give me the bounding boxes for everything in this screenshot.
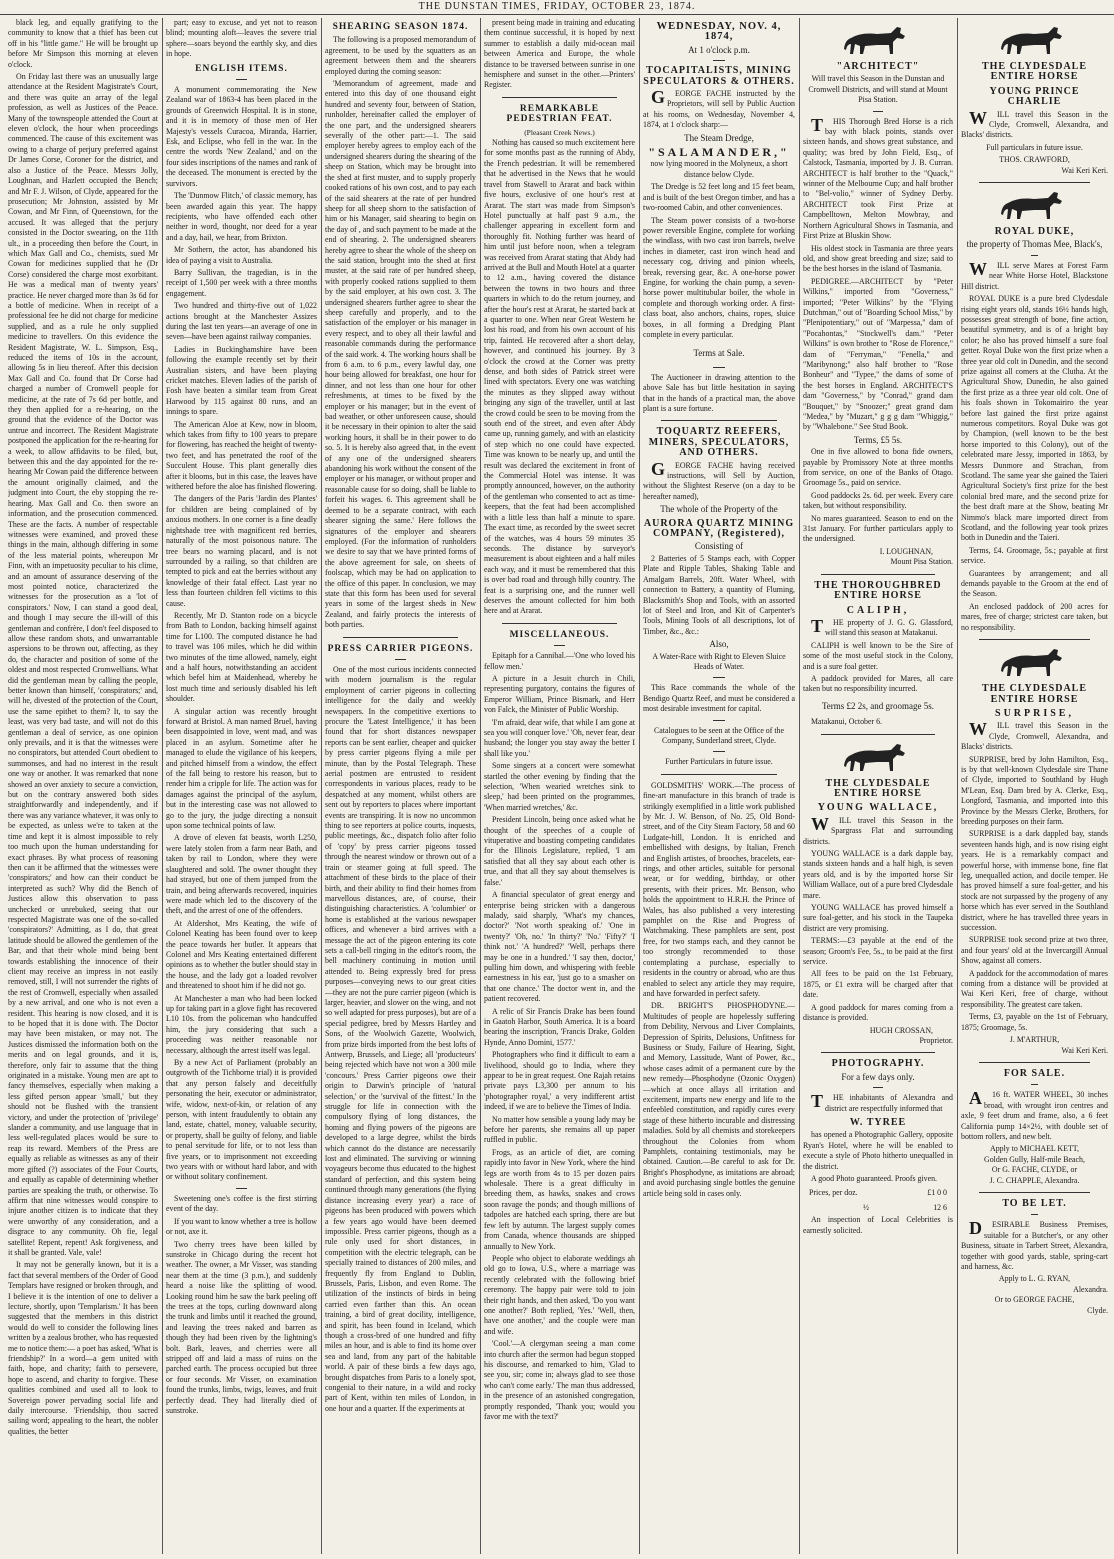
paragraph: ROYAL DUKE is a pure bred Clydesdale rising eight years old, stands 16½ hands high, possesses great strength of bone, fine action, beautiful symmetry, and is of a bright bay color; he also has proved himself a sure foal getter. Royal Duke won the first prize when a three year old colt in Dunedin, and the second prize against all comers at the Clutha. At the Agricultural Show, Dunedin, he also gained the first prize as a three year old colt. One of his foals shown in Tokomairiro the year before last gained the first prize against numerous competitors. Royal Duke was got by Champion, (well known to be the best horse imported to this Colony), out of the celebrated mare Jessy, imported in 1863, by Messrs Dunmore and Strachan, from Scotland. The same year she gained the Taieri Agricultural Society's first prize for the best colonial bred mare, and the second prize for the best draft mare at the Show, beating Mr Nimmo's black mare imported direct from Scotland, and the following year took prizes both in Dunedin and the Taieri. <box>961 294 1108 543</box>
divider <box>713 677 725 678</box>
signature-role: Proprietor. <box>919 1035 953 1045</box>
signature: I. LOUGHNAN, <box>879 546 933 556</box>
paragraph: Full particulars in future issue. <box>986 142 1083 152</box>
divider <box>661 774 777 775</box>
architect-title: "ARCHITECT" <box>836 61 920 72</box>
sale-time: At 1 o'clock p.m. <box>688 44 750 55</box>
quartz-reefers-heading: TOQUARTZ REEFERS, MINERS, SPECULATORS, AND OTHERS. <box>648 426 790 459</box>
signature-place: Mount Pisa Station. <box>890 557 953 567</box>
water-race: A Water-Race with Right to Eleven Sluice Heads of Water. <box>652 651 786 671</box>
paragraph: The American Aloe at Kew, now in bloom, which takes from fifty to 100 years to prepare for flowering, has reached the height of twenty-two feet, and has penetrated the roof of the Succulent House. This plant generally dies after it blooms, but in this case, the leaves have withered before the aloe has finished flowering. <box>166 419 317 492</box>
divider <box>713 751 725 752</box>
paragraph: The Steam power consists of a two-horse power reversible Engine, complete for working the windlass, with two cast iron barrels, twelve inches in diameter, cast iron winch head and necessary cog, driving and pinion wheels, break, reversing gear, &c. A one-horse power Engine, for working the chain pump, a seven-horse power multitubular boiler, the whole in complete and thorough working order. A first-class boat, also anchors, chains, ropes, sluice boxes, in all forming a Dredging Plant complete in every particular. <box>643 215 795 339</box>
paragraph: DR. BRIGHT'S PHOSPHODYNE.—Multitudes of people are hopelessly suffering from Debility, Nervous and Liver Complaints, Depression of Spirits, Delusions, Unfitness for Business or Study, Failure of Hearing, Sight, and Memory, Lassitude, Want of Power, &c., whose cases admit of a permanent cure by the new remedy—Phosphodyne (Ozonic Oxygen)—which at once allays all irritation and excitement, imparts new energy and life to the enfeebled constitution, and rapidly cures every stage of these hitherto incurable and distressing maladies. Sold by all chemists and storekeepers throughout the Colonies from whom Pamphlets, containing testimonials, may be obtained. Caution.—Be careful to ask for Dr. Bright's Phosphodyne, as imitations are abroad; and avoid purchasing single bottles the genuine article being sold in cases only. <box>643 1001 795 1198</box>
column-7 <box>961 18 1108 1554</box>
paragraph: A good paddock for mares coming from a distance is provided. <box>803 1002 953 1023</box>
divider <box>979 182 1090 183</box>
wallace-name: YOUNG WALLACE, <box>817 802 939 814</box>
column-3 <box>325 18 476 1554</box>
paragraph: THE property of J. G. G. Glassford, will stand this season at Matakanui. <box>811 615 953 638</box>
signature: HUGH CROSSAN, <box>869 1025 933 1035</box>
divider <box>979 1192 1090 1193</box>
paragraph: A singular action was recently brought forward at Bristol. A man named Bruel, having been disappointed in love, went mad, and was placed in an asylum. Sometime after he managed to elude the vigilance of his keepers, and pitched himself from a window, the effect of the fall being to restore his reason, but to render him a cripple for life. The action was for damages against the principal of the asylum, but in the interesting case was not allowed to go to the jury, the judge directing a nonsuit upon some technical points of law. <box>166 706 317 831</box>
column-5 <box>643 18 795 1554</box>
sale-or: Or G. FACHE, CLYDE, or <box>991 1165 1078 1175</box>
paragraph: At Manchester a man who had been locked up for taking part in a glove fight has recovered L10 10s. from the policeman who handcuffed him, the jury considering that such a proceeding was neither reasonable nor necessary, although the arrest itself was legal. <box>166 993 317 1055</box>
price-row <box>803 1201 953 1215</box>
signature-place: Wai Keri Keri. <box>1061 165 1108 175</box>
let-or-place: Clyde. <box>1087 1305 1108 1315</box>
paragraph: No mares guaranteed. Season to end on the 31st January. For further particulars apply to the undersigned. <box>803 513 953 544</box>
paragraph: The following is a proposed memorandum of agreement, to be used by the squatters as an agreement between them and the shearers employed during the coming season: <box>325 35 476 76</box>
sale-apply: Apply to MICHAEL KETT, <box>990 1144 1079 1154</box>
surprise-title: THE CLYDESDALE ENTIRE HORSE <box>981 683 1088 705</box>
english-items-heading: ENGLISH ITEMS. <box>195 63 288 74</box>
divider <box>395 659 406 660</box>
paragraph: A paddock for the accommodation of mares coming from a distance will be provided at Wai Keri Keri, free of charge, without responsibility. The greatest care taken. <box>961 968 1108 1009</box>
surprise-name: SURPRISE, <box>995 707 1074 719</box>
paragraph: part; easy to excuse, and yet not to reason blind; mounting aloft—leaves the severe trial sphere—soars beyond the earthly sky, and dies in hope. <box>166 18 317 59</box>
paragraph: SURPRISE took second prize at two three, and four years' old at the Invercargill Annual Show, against all comers. <box>961 935 1108 966</box>
sale-date: WEDNESDAY, NOV. 4, 1874, <box>656 21 782 43</box>
capitalists-heading: TOCAPITALISTS, MINING SPECULATORS & OTHERS. <box>643 65 795 87</box>
column-divider <box>639 18 640 1554</box>
paragraph: YOUNG WALLACE is a dark dapple bay, stands sixteen hands and a half high, is seven years old, and is by the imported horse Sir William Wallace, out of a pure bred Clydesdale mare. <box>803 849 953 900</box>
paragraph: Mr Sothern, the actor, has abandoned his idea of paying a visit to Australia. <box>166 245 317 265</box>
horse-icon <box>1000 189 1070 223</box>
paragraph: Matakanui, October 6. <box>811 717 882 727</box>
further-particulars: Further Particulars in future issue. <box>665 757 773 767</box>
paragraph: GOLDSMITHS' WORK.—The process of fine-art manufacture in this branch of trade is strikingly exemplified in a little work published by Mr. J. W. Benson, of No. 25, Old Bond-street, and of the City Steam Factory, 58 and 60 Ludgate-hill, London. It is enriched and embellished with designs, by Italian, French and English artistes, of brooches, bracelets, ear-rings, and other articles, suitable for personal wear, or for wedding, birthday, or other presents, with their prices. Mr. Benson, who holds the appointment to H.R.H. the Prince of Wales, has also published a very interesting pamphlet on the Rise and Progress of Watchmaking. These pamphlets are sent, post free, for two stamps each, and they cannot be too strongly recommended to those contemplating a purchase, especially to residents in the country or abroad, who are thus enabled to select any article they may require, and have forwarded in perfect safety. <box>643 780 795 998</box>
photography-heading: PHOTOGRAPHY. <box>831 1058 925 1070</box>
let-apply-place: Alexandra. <box>1073 1284 1108 1294</box>
paragraph: One in five allowed to bona fide owners, payable by Promissory Note at three months from service, on one of the Banks of Otago. Groomage 5s., paid on service. <box>803 447 953 488</box>
caliph-title: THE THOROUGHBRED ENTIRE HORSE <box>814 579 942 602</box>
pedestrian-feat-heading: REMARKABLE PEDESTRIAN FEAT. <box>506 103 613 125</box>
paragraph: SURPRISE is a dark dappled bay, stands seventeen hands high, and is now rising eight years. He is a remarkably compact and powerful horse, with immense bone, fine flat leg, unequalled action, and docile temper. He has proved himself a sure foal-getter, and his stock are not surpassed by the progeny of any horse which has ever served in the Southland district, where he has travelled three years in succession. <box>961 829 1108 933</box>
horse-icon <box>843 741 913 775</box>
paragraph: Two cherry trees have been killed by sunstroke in Chicago during the recent hot weather. The owner, a Mr Visser, was standing near them at the time (3 p.m.), and suddenly heard a noise like the splitting of wood. Looking round him he saw the bark peeling off the trees at the tops, curling downward along the trunk and limbs until it reached the ground, and leaving the trees naked and barren as though they had been riven by the lightning's bolt. Bark, leaves, and cherries were all stripped off and laid a mass of ruins on the parched earth. The process occupied but three or four seconds. Mr Visser, on examination found the trunks, limbs, twigs, leaves, and fruit perfectly dead. They had literally died of sunstroke. <box>166 1239 317 1415</box>
carrier-pigeons-heading: PRESS CARRIER PIGEONS. <box>327 643 474 654</box>
consisting-of: Consisting of <box>694 541 744 552</box>
paragraph: A drove of eleven fat beasts, worth L250, were lately stolen from a farm near Bath, and taken by rail to London, where they were slaughtered and sold. The owner thought they had strayed, but one of them jumped from the train, and being afterwards recovered, inquiries were made which led to the discovery of the theft, and the arrest of one of the offenders. <box>166 833 317 916</box>
auction-notice: GEORGE FACHE having received instructions, will Sell by Auction, without the Slightest Reserve (on a day to be hereafter named), <box>643 458 795 501</box>
paragraph: The 'Dunmow Flitch,' of classic memory, has been awarded again this year. The happy recipients, who have offended each other neither in word, thought, nor deed for a year and a day, hail, we hear, from Brixton. <box>166 191 317 242</box>
paragraph: An inspection of Local Celebrities is earnestly solicited. <box>803 1215 953 1235</box>
paragraph: The dangers of the Paris 'Jardin des Plantes' for children are being complained of by anxious mothers. In one corner is a fine deadly nightshade tree with magnificent red berries, naturally of the most poisonous nature. The tree bears no warning placard, and is not surrounded by a railing, so that children are tempted to pick and eat the berries without any knowledge of their fatal effect. Last year no less than fourteen children fell victims to this cause. <box>166 494 317 608</box>
paragraph: If you want to know whether a tree is hollow or not, axe it. <box>166 1216 317 1237</box>
horse-icon <box>843 24 913 58</box>
paragraph: Will travel this Season in the Dunstan and Cromwell Districts, and will stand at Mount Pisa Station. <box>808 74 948 105</box>
paragraph: has opened a Photographic Gallery, opposite Ryan's Hotel, where he will be enabled to execute a style of Photo hitherto unequalled in the district. <box>803 1130 953 1171</box>
paragraph: Terms, £4. Groomage, 5s.; payable at first service. <box>961 545 1108 566</box>
divider <box>979 639 1090 640</box>
royal-duke-sub: the property of Thomas Mee, Black's, <box>966 239 1103 250</box>
horse-icon <box>1000 24 1070 58</box>
property-intro: The whole of the Property of the <box>660 504 778 515</box>
paragraph: The Auctioneer in drawing attention to the above Sale has but little hesitation in saying that in the hands of a practical man, the above plant is a sure fortune. <box>643 372 795 413</box>
masthead: THE DUNSTAN TIMES, FRIDAY, OCTOBER 23, 1874. <box>0 0 1114 15</box>
divider <box>713 367 725 368</box>
company-name: AURORA QUARTZ MINING COMPANY, (Registered), <box>643 517 795 540</box>
divider <box>821 734 935 735</box>
let-apply: Apply to L. G. RYAN, <box>998 1274 1071 1284</box>
divider <box>236 1188 247 1189</box>
divider <box>661 420 777 421</box>
paragraph: A monument commemorating the New Zealand war of 1863-4 has been placed in the grounds of Greenwich Hospital. It is in stone, and it is in memory of those men of Her Majesty's vessels Curacoa, Miranda, Harrier, Esk, and Eclipse, who fell in the war. In the centre the words 'New Zealand,' and on the four sides inscriptions of the names and rank of the deceased. The monument is erected by the survivors. <box>166 85 317 188</box>
paragraph: WILL travel this Season in the Clyde, Cromwell, Alexandra, and Blacks' districts. <box>961 719 1108 752</box>
paragraph: All fees to be paid on the 1st February, 1875, or £1 extra will be charged after that date. <box>803 969 953 1000</box>
charlie-title: THE CLYDESDALE ENTIRE HORSE <box>981 61 1088 83</box>
paragraph: PEDIGREE.—ARCHITECT by "Peter Wilkins," imported from "Governess," imported; "Peter Wilkins" by the "Flying Dutchman," out of "Boarding School Miss," by "Plenipotentiary," out of "Marpessa," dam of "Pocahontas," "Stockwell's dam." "Peter Wilkins" is own brother to "Rose de Florence," dam of "Ferryman," "Fenella," and "Maribynong;" also half brother to "Rose Bonheur" and "Typee," the dams of some of the best horses in England. ARCHITECT'S dam "Governess," by "Conrad," grand dam "Bouquet," by "Snoozer;" great grand dam "Medea," by "Muzart," g g g dam "Whiggig," by "Whalebone." See Stud Book. <box>803 276 953 432</box>
signature-place: Wai Keri Keri. <box>1061 1045 1108 1055</box>
royal-duke-title: ROYAL DUKE, <box>994 226 1075 238</box>
divider <box>713 60 725 61</box>
signature: J. M'ARTHUR, <box>1009 1035 1060 1045</box>
paragraph: No matter how sensible a young lady may be before her parents, she remains all up paper ruffled in public. <box>484 1114 635 1145</box>
paragraph: THE inhabitants of Alexandra and district are respectfully informed that <box>811 1091 953 1113</box>
divider <box>979 1062 1090 1063</box>
miscellaneous-heading: MISCELLANEOUS. <box>509 629 610 640</box>
let-or: Or to GEORGE FACHE, <box>994 1295 1075 1305</box>
paragraph: Some singers at a concert were somewhat startled the other evening by finding that the selection, 'When wearied wretches sink to sleep,' had been printed on the programmes, 'When married wretches,' &c. <box>484 761 635 812</box>
photographer-name: W. TYREE <box>849 1116 907 1128</box>
paragraph: 'I'm afraid, dear wife, that while I am gone at sea you will conquer love.' 'Oh, never fear, dear husband; the longer you stay away the better I shall like you.' <box>484 717 635 758</box>
paragraph: On Friday last there was an unusually large attendance at the Resident Magistrate's Court, and there was quite an array of the legal profession, as well as Justices of the Peace. Many of the townspeople attended the Court at eleven o'clock, the hour when proceedings commenced. The cause of this excitement was owing to a charge of perjury preferred against Dr James Corse, Coroner for the district, and also a Justice of the Peace. Messrs Jolly, Loughnan, and Hazlett occupied the Bench; and Mr F. J. Wilson, of Clyde, appeared for the prosecution; Mr Johnston, assisted by Mr Cowan, and Mr Finn, of Queenstown, for the accused. It was alleged that the perjury consisted in the Doctor swearing, on the 11th ult., in a proceeding then before the Court, in which Max Gall and Co., chemists, sued Mr Cowan for medicines supplied that he (Dr Corse) considered the charge most exorbitant. He was a medical man of twenty years' practice. He never charged more than 3s 6d for a bottle of medicine. When in receipt of a professional fee he did not charge for medicine supplied, and as a rule he only supplied medicine to travellers. On this evidence the Resident Magistrate, W. L. Simpson, Esq., reduced the items of 10s in the account, allowing 5s in lieu thereof. After this decision Max Gall and Co. found that Dr Corse had charged a number of Cromwell people for medicine, at the rate of 7s 6d per bottle, and they then applied for a re-hearing, on the ground that the evidence of the Doctor was untrue and incorrect. The Resident Magistrate postponed the application for the re-hearing for a week, to allow affidavits to be filed, but, between this and the day appointed for the re-hearing Mr Cowan paid the difference between the amount originally claimed, and the judgment into Court, the eby stopping the re-hearing. Max Gall and Co. then swore an information, and the prosecution commenced. These are the facts. A number of respectable witnesses were examined, and proved these things in the main, although differing in some of the less material points, whereupon Mr Finn, with an impetuosity peculiar to his clime, and an amount of assurance deserving of the most pointed notice, characterized the witnesses for the prosecution as a 'lot of conspirators.' Now, I can stand a good deal, and though I may secure the ill-will of this gentleman and confrère, I don't feel disposed to allow these random shots, and unwarrantable aspersions to be thrown out, affecting, as they do, the character and position of some of the oldest and most respected Cromwellians. What did the gentleman mean by calling the people, better known than himself, 'conspirators;' and, will he, divested of the protection of the Court, use the same epithet to them? It, to say the least, was very bad taste, and will not do this gentleman a deal of service, as one opinion only prevails, and it is that the witnesses were no conspirators, but attended Court obedient to summonses, and had no interest in the result one way or another. It was remarked that none showed an over anxiety to secure a conviction, but on the contrary answered both sides straightforwardly and independently, and if there was any variance whatever, it was only to be expected, as unless we're to taken at the time and kept it is almost impossible to rely too much upon the human understanding for exact phrases. By what process of reasoning then can it be affirmed that the witnesses were 'conspirators;' and how can their conduct be interpreted as such? Why did the Bench of Justices allow this observation to pass unchecked or unrebuked, seeing that our respected Magistrate was one of the so-called 'conspirators?' Admitting, as I do, that great latitude should be allowed the gentlemen of the Bar, and that their whole mind being bent towards establishing the innocence of their client may receive an impress in not easily removed, still, I will not surrender the rights of the rest of Cromwell, especially when assailed by a new arrival, and one who is not even a resident. This hearing is now closed, and it is to be hoped that it is done with. The Doctor may have been mistaken, or may not. The Justices dismissed the information both on the merits and on legal grounds, and it is, therefore, only fair to assume that the thing originated in a mistake. Young men are apt to fancy themselves, especially when making a less gifted person appear 'small,' but they should not be flushed with the transient victory, and under the protection of 'privilege' slander a community, and use language that in less well-regulated places would be sure to reap its reward. Members of the Press are equally as reliable as witnesses as any of their more gifted (?) associates of the Four Courts, and equally as capable of determining whether parties are speaking the truth, or otherwise. To affirm that nine witnesses would conspire to injure another citizen is to indicate that they were unworthy of any consideration, and a disgrace to any community. Oh fie, legal satellite! Repent, repent! Ask forgiveness, and it shall be granted. Vale, vale! <box>8 72 158 1257</box>
price-value: £1 0 0 <box>927 1188 947 1198</box>
divider <box>1031 1084 1038 1085</box>
divider <box>873 1087 883 1088</box>
column-divider <box>480 18 481 1554</box>
paragraph: A paddock provided for Mares, all care taken but no responsibility incurred. <box>803 673 953 694</box>
paragraph: A16 ft. WATER WHEEL, 30 inches broad, with wrought iron centres and axle, 9 feet drum and frame, also, a 6 feet California pump 14×2½, with double set of bottom rollers, and new belt. <box>961 1088 1108 1141</box>
paragraph: YOUNG WALLACE has proved himself a sure foal-getter, and his stock in the Taupeka district are very promising. <box>803 903 953 933</box>
paragraph: This Race commands the whole of the Bendigo Quartz Reef, and must be considered a most desirable investment for capital. <box>643 683 795 714</box>
paragraph: Terms, £3, payable on the 1st of February, 1875; Groomage, 5s. <box>961 1012 1108 1032</box>
terms: Terms £2 2s, and groomage 5s. <box>821 700 935 711</box>
divider <box>821 574 935 575</box>
column-divider <box>957 18 958 1554</box>
paragraph: A good Photo guaranteed. Proofs given. <box>811 1173 938 1183</box>
divider <box>1031 1214 1038 1215</box>
dredge-location: now lying moored in the Molyneux, a short distance below Clyde. <box>650 159 788 179</box>
source-note: (Pleasant Creek News.) <box>524 127 595 137</box>
paragraph: A financial speculator of great energy and enterprise being stricken with a dangerous malady, said sharply, 'What's my chances, doctor?' 'Not worth speaking of.' 'One in twenty?' 'Oh, no.' 'In thirty?' 'No.' 'Fifty?' 'I think not.' 'A hundred?' 'Well, perhaps there may be one in a hundred.' 'I say then, doctor,' pulling him down, and whispering with feeble earnestness in his ear, 'just go to a smasher on that one chance.' The doctor went in, and the patient recovered. <box>484 890 635 1004</box>
catalogues-note: Catalogues to be seen at the Office of the Company, Sunderland street, Clyde. <box>653 725 784 745</box>
paragraph: CALIPH is well known to be the Sire of some of the most useful stock in the Colony, and is a sure foal getter. <box>803 640 953 671</box>
wallace-title: THE CLYDESDALE ENTIRE HORSE <box>825 777 931 799</box>
paragraph: Guarantees by arrangement; and all demands payable to the Groom at the end of the Season. <box>961 568 1108 599</box>
auction-notice: GEORGE FACHE instructed by the Proprietors, will sell by Public Auction at his rooms, on Wednesday, November 4, 1874, at 1 o'clock sharp:— <box>643 87 795 130</box>
paragraph: One of the most curious incidents connected with modern journalism is the regular employment of carrier pigeons in collecting intelligence for the daily and weekly newspapers. In the competitive exertions to procure the 'Latest Intelligence,' it has been found that for short distances newspaper reports can be sent earlier, cheaper and quicker by press carrier pigeons flying a mile per minute, than by the Postal Telegraph. These aerial postmen are entrusted to resident correspondents in various places, ready to be despatched at any moment, whilst others are sent out by reporters to places where important events are transpiring. It is now no uncommon thing to see reporters at police courts, inquests, public meetings, &c., dispatch folio after folio of 'copy' by press carrier pigeons tossed through the nearest window or thrown out of a train or steamer going at full speed. The attachment of these birds to the place of their birth, and their ability to find their homes from marvellous distances, are, of course, their distinguishing characteristics. A 'columbier' or home is established at the various newspaper offices, and whenever a bird arrives with a message the act of the pigeon entering its cote sets a call-bell ringing in the editor's room, the bell machinery continuing in motion until attended to. Being expressly bred for press purposes—conveying news to our great cities—they are not the pure carrier pigeon (which is larger, heavier, and slower on the wing, and not so well adapted for press purposes), but are of a special pedigree, bred by Messrs Hartley and Sons, of the Woolwich Gazette, Woolwich, from prize birds imported from the best lofts of Antwerp, Brussels, and Liege; all 'producteurs' being rejected which have not won a 300 mile 'concours.' Press Carrier pigeons owe their origin to Darwin's principle of 'natural selection,' or the 'survival of the fittest.' In the struggle for life in connection with the compulsory flying of long distances, the homing and flying powers of the pigeons are developed to a large degree, whilst the birds which cannot do the distance are necessarily lost and eliminated. The surviving or winning voyageurs become thus educated to the highest standard of perfection, and this system being continued through many generations (the flying distance increasing every year) a race of pigeons has been produced with powers which a few years ago would have been deemed impossible. Press carrier pigeons, though as a rule only used for short distances, in competition with the electric telegraph, can be specially trained to distances of 200 miles, and frequently fly from England to Dublin, Brussels, Paris, Lisbon, and even Rome. The utilization of the instincts of birds in being carried even farther than this. An ocean training, a bird of great docility, intelligence, and spirit, has been found in Iceland, which though a cross-bred of one hundred and fifty miles an hour, and is able to find its home over sea and land, from any part of the habitable world. A pair of these birds a few days ago, brought dispatches from Paris to a lonely spot, congenial to their nature, in a wild and rocky part of Kent, within ten miles of London, in one hour and a quarter. If the experiments at <box>325 664 476 1413</box>
paragraph: SURPRISE, bred by John Hamilton, Esq., is by that well-known Clydesdale sire Thane of Clyde, imported to Southland by Hugh M'Lean, Esq. Dam bred by A. Clerke, Esq., Longford, Tasmania, and imported into this Province by the Messrs Clerke, Brothers, for breeding purposes on their farm. <box>961 754 1108 826</box>
horse-icon <box>1000 646 1070 680</box>
divider <box>502 97 617 98</box>
column-1 <box>8 18 158 1554</box>
column-6 <box>803 18 953 1554</box>
paragraph: black leg, and equally gratifying to the community to know that a thief has been cut off in his "little game." He will be brought up before Mr Simpson this morning at eleven o'clock. <box>8 18 158 69</box>
also-label: Also, <box>709 639 729 650</box>
paragraph: DESIRABLE Business Premises, suitable for a Butcher's, or any other Business, situate in Tarbert Street, Alexandra, together with good yards, stable, spring-cart and harness, &c. <box>961 1218 1108 1271</box>
signature: THOS. CRAWFORD, <box>999 155 1070 165</box>
photo-days: For a few days only. <box>841 1071 915 1082</box>
column-4 <box>484 18 635 1554</box>
paragraph: An enclosed paddock of 200 acres for mares, free of charge; strictest care taken, but no responsibility. <box>961 601 1108 632</box>
paragraph: Two hundred and thirty-five out of 1,022 actions brought at the Manchester Assizes during the last ten years—an average of one in seven—have been against railway companies. <box>166 301 317 342</box>
price-row <box>803 1186 953 1200</box>
to-be-let-heading: TO BE LET. <box>1002 1197 1067 1209</box>
column-divider <box>321 18 322 1554</box>
paragraph: Frogs, as an article of diet, are coming rapidly into favor in New York, where the hind legs are worth from 4s to 15 per dozen pairs wholesale. There is a great difficulty in breeding them, as hawks, snakes and crows soon ravage the ponds; and though millions of tadpoles are hatched each spring, there are but few left by autumn. The largest supply comes from Canada, whence thousands are shipped annually to New York. <box>484 1147 635 1251</box>
terms: Terms, £5 5s. <box>853 434 903 445</box>
caliph-name: CALIPH, <box>846 604 910 616</box>
shearing-season-heading: SHEARING SEASON 1874. <box>332 22 469 32</box>
paragraph: 'Memorandum of agreement, made and entered into this day of one thousand eight hundred and seventy four, between of Station, runholder, hereinafter called the employer of the one part, and the undersigned shearers severally of the other part:—1. The said employer hereby agrees to employ each of the undersigned shearers during the shearing of the sheep on Station, which may be brought into the shed at first muster, and to supply properly cooked rations of his own cost, and to pay each of the said shearers at the rate of per hundred sheep for all sheep shorn to the satisfaction of him or his Manager, said shearing to begin on the day of , and such payment to be made at the end of shearing. 2. The undersigned shearers hereby agree to shear the whole of the sheep on the said station, brought into the shed at first muster, at the said rate of per hundred sheep, with properly cooked rations supplied to them by the said employer, at his own cost. 3. The undersigned shearers further agree to shear the sheep carefully and properly, and to the satisfaction of the employer or his manager in every respect, and to obey all their lawful and reasonable commands during the performance of the said work. 4. The working hours shall be from 6 a.m. to 6 p.m., every lawful day, one hour being allowed for breakfast, one hour for dinner, and not less than one hour for other refreshments, at times to be fixed by the employer or his manager; but in the event of bad weather, or other unforeseen cause, should it be necessary in their opinion to alter the said working hours, it shall be in their power to do so. 5. It is hereby also agreed that, in the event of any one of the undersigned shearers abandoning his work without the consent of the employer or his manager, or without proper and reasonable cause for so doing, shall be liable to forfeit his wages. 6. This agreement shall be deemed to be a separate contract, with each shearer signing the same.' Here follows the signatures of the employer and shearers employed. (For the information of runholders we desire to say that we have printed forms of the above agreement for sale, on sheets of foolscap, which may be had on application to the office of this paper. In conclusion, we may state that this form has been used for several years in some of the largest sheds in New Zealand, and fairly protects the interests of both parties. <box>325 79 476 630</box>
paragraph: By a new Act of Parliament (probably an outgrowth of the Tichborne trial) it is provided that any person falsely and deceitfully personating the heir, executor or administrator, wife, widow, next-of-kin, or relation of any person, with intent fraudulently to obtain any land, estate, chattel, money, valuable security, or property, shall be guilty of felony, and liable to penal servitude for life, or to not less than five years, or to imprisonment not exceeding two years with or without hard labor, and with or without solitary confinement. <box>166 1058 317 1182</box>
paragraph: His oldest stock in Tasmania are three years old, and show great breeding and size; said to be the best horses in the island of Tasmania. <box>803 243 953 274</box>
paragraph: THIS Thorough Bred Horse is a rich bay with black points, stands over sixteen hands, and shows great substance, and quality; was bred by John Field, Esq., of Calstock, Tasmania, imported by J. B. Curran. ARCHITECT is half brother to the "Quack," winner of the Melbourne Cup; and half brother to "Bel-volio," winner of Sydney Derby. ARCHITECT took First Prize at Campbelltown, Melton Mowbray, and Northern Agricultural Shows in Tasmania, and First Prize at Bluskin Show. <box>803 114 953 241</box>
property-items: 2 Batteries of 5 Stamps each, with Copper Plate and Ripple Tables, Shaking Table and Amalgam Barrels, 20ft. Water Wheel, with connection to Battery, a quantity of Fluming, Blacksmith's Shop and Tools, with an assorted lot of Steel and Iron, and Kit of Carpenter's Tools, Mining Tools of all descriptions, lot of Timber, &c., &c.: <box>643 553 795 636</box>
price-label: ½ <box>863 1202 869 1212</box>
paragraph: The Dredge is 52 feet long and 15 feet beam, and is built of the best Oregon timber, and has a two-roomed Cabin, and other conveniences. <box>643 182 795 213</box>
paragraph: WILL travel this Season in the Clyde, Cromwell, Alexandra, and Blacks' districts. <box>961 107 1108 140</box>
paragraph: WILL travel this Season in the Spargrass Flat and surrounding districts. <box>803 813 953 846</box>
paragraph: WILL serve Mares at Forest Farm near White Horse Hotel, Blackstone Hill district. <box>961 258 1108 291</box>
paragraph: Epitaph for a Cannibal.—'One who loved his fellow men.' <box>484 651 635 671</box>
divider <box>873 111 883 112</box>
paragraph: A relic of Sir Francis Drake has been found in Gaatoh Harbor, South America. It is a board bearing the inscription, 'Francis Drake, Golden Hynde, Anno Domini, 1577.' <box>484 1006 635 1047</box>
terms-at-sale: Terms at Sale. <box>693 348 745 359</box>
divider <box>713 720 725 721</box>
divider <box>1031 255 1038 256</box>
paragraph: present being made in training and educating them continue successful, it is hoped by next summer to establish a daily mid-ocean mail between America and Europe, the whole distance to be traversed between sunrise in one hemisphere and sunset in the other.—Printers' Register. <box>484 18 635 90</box>
paragraph: A picture in a Jesuit church in Chili, representing purgatory, contains the figures of Emperor William, Prince Bismark, and Herr von Falck, the Minister of Public Worship. <box>484 673 635 715</box>
sale-or-2: J. C. CHAPPLE, Alexandra. <box>989 1175 1080 1185</box>
divider <box>236 79 247 80</box>
divider <box>821 1052 935 1053</box>
column-divider <box>162 18 163 1554</box>
paragraph: Photographers who find it difficult to earn a livelihood, should go to India, where they appear to be in great request. One Rajah retains private pays L3,300 per annum to his 'photographer royal,' a very indifferent artist indeed, if we are to believe the Times of India. <box>484 1050 635 1112</box>
paragraph: Barry Sullivan, the tragedian, is in the receipt of 1,500 per week with a three months engagement. <box>166 267 317 298</box>
paragraph: Good paddocks 2s. 6d. per week. Every care taken, but without responsibility. <box>803 490 953 511</box>
dredge-name: "SALAMANDER," <box>648 145 790 160</box>
paragraph: Sweetening one's coffee is the first stirring event of the day. <box>166 1193 317 1214</box>
price-value: 12 6 <box>933 1202 947 1212</box>
paragraph: TERMS:—£3 payable at the end of the season; Groom's Fee, 5s., to be paid at the first service. <box>803 936 953 967</box>
paragraph: Nothing has caused so much excitement here for some months past as the running of Abdy, the French pedestrian. It will be remembered that he advertised in the News that he would travel from Stawell to Ararat and back within five hours, exclusive of one hour's rest at Ararat. The start was made from Simpson's Hotel punctually at half past 9 a.m., the challenger appearing in excellent form and thoroughly fit. Nothing further was heard of him until just before noon, when a telegram was received from Ararat stating that Abdy had arrived at the Bull and Mouth Hotel at a quarter to 12 a.m., having covered the distance between the towns in two hours and three quarters in which to do the return journey, and after the hour's rest at Ararat, he started back at a quarter to one. When near Great Western he lost his road, and from his own account of his trip, fainted. He recovered after a short delay, however, and continued his journey. By 3 o'clock the crowd at the Corner was pretty dense, and both sides of Patrick street were lined with spectators. Every one was watching the minutes as they slipped away without bringing any sign of the traveller, until at last the crowd could be seen to be moving from the south end of the street, and even after Abdy came up, running gamely, and with an elasticity of step which no one could have expected. Time was known to be nearly up, and until the result was declared the excitement in front of the Commercial Hotel was intense. It was promptly announced, however, on the authority of the gentleman who consented to act as time-keepers, that the feat had been accomplished with a little less than half a minute to spare. The exact time, as recorded by the sweet secret of the watches, was 4 hours 59 minutes 35 seconds. The distance by surveyor's measurement is about eighteen and a half miles each way, and it must be remembered that this is over bad road and through hilly country. The feat is a surprising one, and the runner well deserves the amount collected for him both here and at Ararat. <box>484 138 635 616</box>
column-2 <box>166 18 317 1554</box>
paragraph: 'Cool.'—A clergyman seeing a man come into church after the sermon had begun stopped his discourse, and remarked to him, 'Glad to see you, sir; come in; always glad to see those who can't come early.' The man thus addressed, in the presence of an astonished congregation, promptly responded, 'Thank you; would you favor me with the text?' <box>484 1339 635 1421</box>
for-sale-heading: FOR SALE. <box>1003 1067 1066 1079</box>
sale-apply-place: Golden Gully, Half-mile Beach, <box>984 1154 1085 1164</box>
paragraph: Ladies in Buckinghamshire have been following the example recently set by their Australian sisters, and have been playing cricket matches. Eleven ladies of the parish of Fosh have beaten a similar team from Great Harwood by 115 against 80 runs, and an innings to spare. <box>166 344 317 417</box>
paragraph: It may not be generally known, but it is a fact that several members of the Order of Good Templars have resigned or broken through, and I believe it is the intention of one to deliver a lecture, shortly, upon 'Templarism.' It has been suggested that the members in this district would do well to consider the following lines written by a zealous brother, who has requested me to notice them:— a poet has asked, 'What is friendship?' In a word—a gem united with faith, hope, and charity; faith to persevere, hope to ascend, and charity to forgive. These qualities combined and used all to look to Sovereign power pervading social life and daily intercourse. 'Friendship, thou sacred sailing word; appealing to the heart, the nobler qualities, the better <box>8 1260 158 1436</box>
divider <box>502 623 617 624</box>
divider <box>343 637 458 638</box>
charlie-name: YOUNG PRINCE CHARLIE <box>989 85 1080 108</box>
paragraph: President Lincoln, being once asked what he thought of the speeches of a couple of vituperative and boasting competing candidates for the Illinois Legislature, replied, 'I am satisfied that all they say about each other is true, and that all they say about themselves is false.' <box>484 815 635 887</box>
paragraph: People who object to elaborate weddings ah old go to Iowa, U.S., where a marriage was recently celebrated with the following brief ceremony. The happy pair were told to join their right hands, and then asked, 'Do you want one another?' Both replied, 'Yes.' 'Well, then, have one another,' and the couple were man and wife. <box>484 1253 635 1336</box>
paragraph: Recently, Mr D. Stanton rode on a bicycle from Bath to London, backing himself against time for L100. The computed distance he had to travel was 106 miles, which he did within two minutes of the time allowed, namely, eight and a half hours, notwithstanding an accident which befel him at Maidenhead, whereby he lost much time and seriously disabled his left shoulder. <box>166 610 317 704</box>
column-divider <box>799 18 800 1554</box>
price-label: Prices, per doz. <box>809 1188 858 1198</box>
paragraph: At Aldershot, Mrs Keating, the wife of Colonel Keating has been found over to keep the peace towards her butler. It appears that Colonel and Mrs Keating entertained different opinions as to whether the butler should stay in the house, and the lady got a loaded revolver and threatened to shoot him if he did not go. <box>166 918 317 991</box>
divider <box>554 645 565 646</box>
dredge-label: The Steam Dredge, <box>684 132 754 143</box>
